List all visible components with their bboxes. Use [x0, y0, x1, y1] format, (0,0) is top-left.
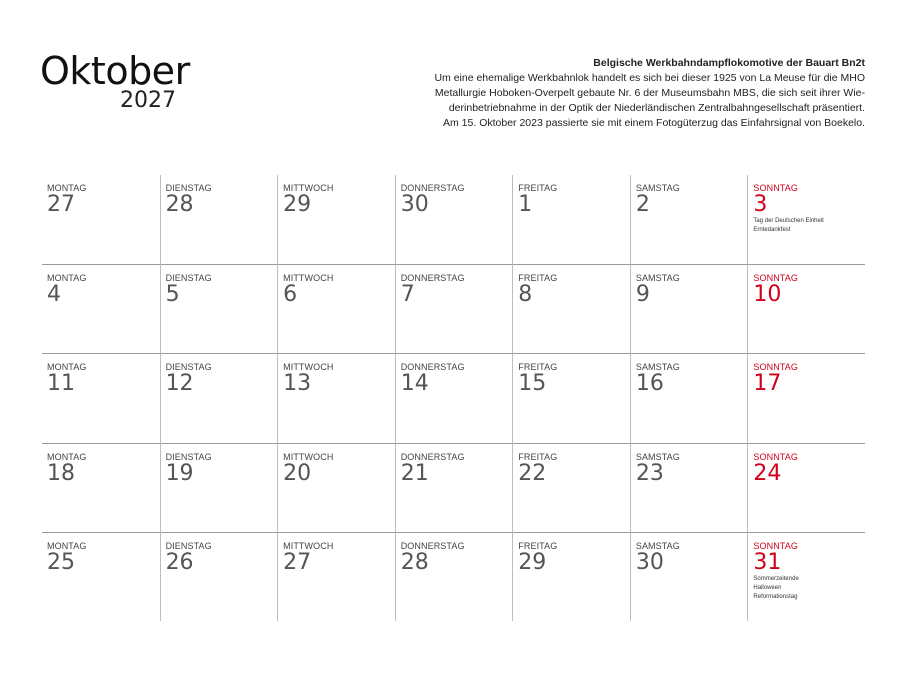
day-cell[interactable] — [630, 443, 748, 532]
caption-line: Um eine ehemalige Werkbahnlok handelt es sich bei dieser 1925 von La Meuse für die MHO — [434, 72, 865, 84]
day-cell[interactable] — [630, 353, 748, 442]
weekday-label: SONNTAG — [753, 183, 798, 193]
day-number: 26 — [165, 549, 194, 575]
day-number: 31 — [753, 549, 782, 575]
day-cell[interactable] — [42, 264, 160, 353]
day-cell[interactable] — [747, 353, 865, 442]
weekday-label: DIENSTAG — [165, 183, 212, 193]
day-cell[interactable] — [277, 264, 395, 353]
day-number: 13 — [283, 371, 312, 397]
weekday-label: FREITAG — [518, 362, 558, 373]
day-number: 14 — [400, 371, 429, 397]
day-cell[interactable] — [42, 353, 160, 442]
day-cell[interactable] — [42, 175, 160, 264]
weekday-label: SONNTAG — [753, 451, 798, 462]
day-number: 15 — [518, 371, 547, 397]
caption-line: Metallurgie Hoboken-Overpelt gebaute Nr. 6 der Museumsbahn MBS, die sich seit ihrer Wie- — [434, 87, 865, 99]
weekday-label: SAMSTAG — [635, 540, 680, 551]
day-number: 24 — [753, 460, 782, 486]
day-number: 16 — [635, 371, 664, 397]
day-number: 1 — [518, 192, 533, 217]
day-cell[interactable] — [160, 532, 278, 621]
weekday-label: SONNTAG — [753, 362, 798, 373]
weekday-label: SONNTAG — [753, 273, 798, 284]
photo-caption — [395, 56, 865, 131]
weekday-label: FREITAG — [518, 273, 558, 284]
caption-line: Am 15. Oktober 2023 passierte sie mit einem Fotogüterzug das Einfahrsignal von Boekelo. — [443, 117, 865, 129]
day-cell[interactable] — [395, 264, 513, 353]
weekday-label: SAMSTAG — [635, 183, 680, 193]
holiday-label: Tag der Deutschen Einheit — [753, 218, 824, 224]
day-cell[interactable] — [747, 532, 865, 621]
day-number: 2 — [635, 192, 650, 217]
weekday-label: FREITAG — [518, 451, 558, 462]
day-cell[interactable] — [512, 353, 630, 442]
weekday-label: SAMSTAG — [635, 362, 680, 373]
caption-line: derinbetriebnahme in der Optik der Niederländischen Zentralbahngesellschaft präsentiert. — [448, 102, 865, 114]
day-number: 10 — [753, 282, 782, 308]
day-cell[interactable] — [395, 443, 513, 532]
day-number: 20 — [283, 460, 312, 486]
day-number: 29 — [518, 549, 547, 575]
day-cell[interactable] — [630, 532, 748, 621]
day-number: 18 — [47, 460, 75, 486]
day-number: 17 — [753, 371, 782, 397]
month-title: Oktober — [40, 49, 190, 93]
day-cell[interactable] — [395, 175, 513, 264]
weekday-label: SONNTAG — [753, 540, 798, 551]
weekday-label: SAMSTAG — [635, 273, 680, 284]
day-cell[interactable] — [512, 443, 630, 532]
weekday-label: FREITAG — [518, 183, 558, 193]
weekday-label: MITTWOCH — [283, 273, 334, 284]
weekday-label: MITTWOCH — [283, 540, 334, 551]
day-number: 23 — [635, 460, 664, 486]
day-number: 27 — [47, 192, 75, 217]
year-label: 2027 — [120, 88, 176, 113]
weekday-label: DONNERSTAG — [400, 540, 465, 551]
day-cell[interactable] — [160, 264, 278, 353]
caption-body — [395, 71, 865, 131]
calendar-grid — [42, 175, 865, 621]
day-number: 30 — [635, 549, 664, 575]
day-number: 25 — [47, 549, 75, 575]
weekday-label: MITTWOCH — [283, 362, 334, 373]
day-cell[interactable] — [512, 175, 630, 264]
day-cell[interactable] — [395, 532, 513, 621]
weekday-label: MONTAG — [47, 183, 87, 193]
day-number: 28 — [165, 192, 194, 217]
day-number: 30 — [400, 192, 429, 217]
day-number: 3 — [753, 192, 768, 217]
day-number: 28 — [400, 549, 429, 575]
weekday-label: DIENSTAG — [165, 273, 212, 284]
weekday-label: SAMSTAG — [635, 451, 680, 462]
weekday-label: MITTWOCH — [283, 183, 334, 193]
day-cell[interactable] — [277, 175, 395, 264]
holiday-label: Erntedankfest — [753, 227, 791, 233]
day-cell[interactable] — [747, 175, 865, 264]
day-number: 9 — [635, 282, 650, 308]
day-cell[interactable] — [277, 353, 395, 442]
day-number: 21 — [400, 460, 429, 486]
holiday-label: Reformationstag — [753, 593, 798, 600]
weekday-label: MONTAG — [47, 273, 87, 284]
day-number: 22 — [518, 460, 547, 486]
day-cell[interactable] — [42, 443, 160, 532]
day-cell[interactable] — [630, 175, 748, 264]
weekday-label: FREITAG — [518, 540, 558, 551]
day-cell[interactable] — [747, 264, 865, 353]
day-cell[interactable] — [630, 264, 748, 353]
holiday-list — [753, 217, 865, 235]
holiday-label: Sommerzeitende — [753, 575, 799, 582]
day-cell[interactable] — [277, 443, 395, 532]
caption-title: Belgische Werkbahndampflokomotive der Bauart Bn2t — [593, 57, 865, 69]
day-number: 6 — [283, 282, 298, 308]
day-number: 5 — [165, 282, 180, 308]
day-cell[interactable] — [42, 532, 160, 621]
weekday-label: MONTAG — [47, 362, 87, 373]
day-cell[interactable] — [160, 353, 278, 442]
weekday-label: DONNERSTAG — [400, 183, 465, 193]
day-cell[interactable] — [160, 443, 278, 532]
weekday-label: DONNERSTAG — [400, 451, 465, 462]
weekday-label: DIENSTAG — [165, 540, 212, 551]
day-cell[interactable] — [512, 532, 630, 621]
day-number: 27 — [283, 549, 312, 575]
weekday-label: MITTWOCH — [283, 451, 334, 462]
day-cell[interactable] — [160, 175, 278, 264]
day-number: 11 — [47, 371, 75, 397]
day-cell[interactable] — [747, 443, 865, 532]
day-number: 29 — [283, 192, 312, 217]
day-cell[interactable] — [395, 353, 513, 442]
weekday-label: DIENSTAG — [165, 362, 212, 373]
weekday-label: MONTAG — [47, 540, 87, 551]
weekday-label: DONNERSTAG — [400, 273, 465, 284]
weekday-label: DONNERSTAG — [400, 362, 465, 373]
day-cell[interactable] — [277, 532, 395, 621]
holiday-label: Halloween — [753, 584, 782, 591]
weekday-label: MONTAG — [47, 451, 87, 462]
day-number: 8 — [518, 282, 533, 308]
holiday-list — [753, 575, 865, 602]
day-cell[interactable] — [512, 264, 630, 353]
day-number: 7 — [400, 282, 415, 308]
day-number: 4 — [47, 282, 61, 308]
day-number: 19 — [165, 460, 194, 486]
weekday-label: DIENSTAG — [165, 451, 212, 462]
day-number: 12 — [165, 371, 194, 397]
